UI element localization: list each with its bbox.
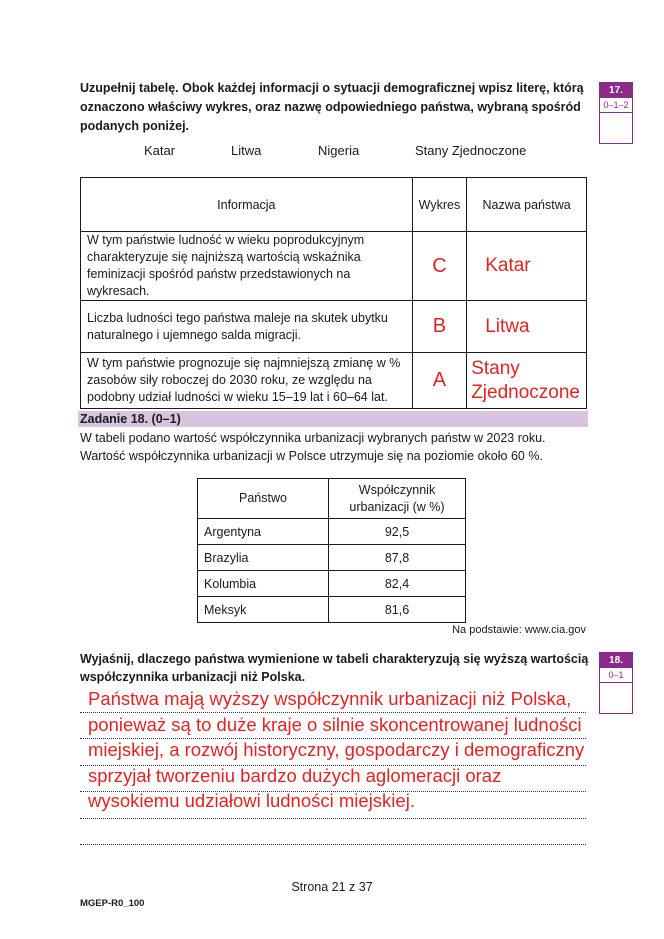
answer-chart-letter[interactable]: B	[412, 301, 467, 353]
value-cell: 82,4	[329, 571, 466, 597]
answer-country[interactable]: Litwa	[467, 301, 587, 353]
table-row	[81, 353, 587, 409]
table-row	[198, 545, 466, 571]
table-header-row	[198, 479, 466, 519]
table-row	[81, 232, 587, 301]
country-cell: Kolumbia	[198, 571, 329, 597]
row-info: W tym państwie ludność w wieku poprodukcyjnym charakteryzuje się najniższą wartością wskaźnika feminizacji spośród państw przedstawionych na wykresach.	[81, 232, 413, 301]
handwritten-answer[interactable]: Państwa mają wyższy współczynnik urbanizacji niż Polska, ponieważ są to duże kraje o silnie skoncentrowanej ludności miejskiej, a rozwój historyczny, gospodarczy i demograficzny sprzyjał tworzeniu bardzo dużych aglomeracji oraz wysokiemu udziałowi ludności miejskiej.	[88, 688, 585, 812]
table-row	[198, 571, 466, 597]
option-katar: Katar	[144, 143, 176, 158]
exam-code: MGEP-R0_100	[80, 898, 145, 909]
score-box-number: 18.	[600, 653, 632, 668]
table-row	[81, 301, 587, 353]
table-row	[198, 597, 466, 623]
country-cell: Argentyna	[198, 519, 329, 545]
task18-heading: Zadanie 18. (0–1)	[78, 411, 588, 427]
task18-table	[197, 478, 466, 623]
table-header-row	[81, 178, 587, 232]
task18-paragraph: W tabeli podano wartość współczynnika urbanizacji wybranych państw w 2023 roku. Wartość współczynnika urbanizacji w Polsce utrzymuje się na poziomie około 60 %.	[80, 431, 546, 463]
task17-instruction: Uzupełnij tabelę. Obok każdej informacji o sytuacji demograficznej wpisz literę, którą oznaczono właściwy wykres, oraz nazwę odpowiedniego państwa, wybraną spośród podanych poniżej.	[80, 81, 584, 133]
option-usa: Stany Zjednoczone	[415, 143, 527, 158]
value-cell: 92,5	[329, 519, 466, 545]
country-cell: Brazylia	[198, 545, 329, 571]
score-box-blank	[600, 683, 632, 713]
score-box-number: 17.	[600, 83, 632, 98]
answer-chart-letter[interactable]: C	[412, 232, 467, 301]
header-wykres: Wykres	[412, 178, 467, 232]
source-note: Na podstawie: www.cia.gov	[452, 624, 586, 636]
score-box-points: 0–1–2	[600, 98, 632, 113]
answer-country[interactable]: Stany Zjednoczone	[467, 353, 587, 409]
value-cell: 87,8	[329, 545, 466, 571]
option-nigeria: Nigeria	[318, 143, 360, 158]
task17-table	[80, 177, 587, 409]
answer-line	[80, 819, 586, 846]
row-info: Liczba ludności tego państwa maleje na skutek ubytku naturalnego i ujemnego salda migracji.	[81, 301, 413, 353]
country-cell: Meksyk	[198, 597, 329, 623]
page-number: Strona 21 z 37	[291, 880, 373, 894]
value-cell: 81,6	[329, 597, 466, 623]
answer-chart-letter[interactable]: A	[412, 353, 467, 409]
header-panstwo: Państwo	[198, 479, 329, 519]
answer-country[interactable]: Katar	[467, 232, 587, 301]
score-box-points: 0–1	[600, 668, 632, 683]
option-litwa: Litwa	[231, 143, 262, 158]
score-box-17	[599, 82, 633, 144]
table-row	[198, 519, 466, 545]
row-info: W tym państwie prognozuje się najmniejszą zmianę w % zasobów siły roboczej do 2030 roku, ze względu na podobny udział ludności w wieku 15–19 lat i 60–64 lat.	[81, 353, 413, 409]
score-box-18	[599, 652, 633, 714]
header-wspolczynnik: Współczynnik urbanizacji (w %)	[329, 479, 466, 519]
header-informacja: Informacja	[81, 178, 413, 232]
score-box-blank	[600, 113, 632, 143]
header-nazwa-panstwa: Nazwa państwa	[467, 178, 587, 232]
task18-question: Wyjaśnij, dlaczego państwa wymienione w tabeli charakteryzują się wyższą wartością współczynnika urbanizacji niż Polska.	[80, 652, 589, 684]
